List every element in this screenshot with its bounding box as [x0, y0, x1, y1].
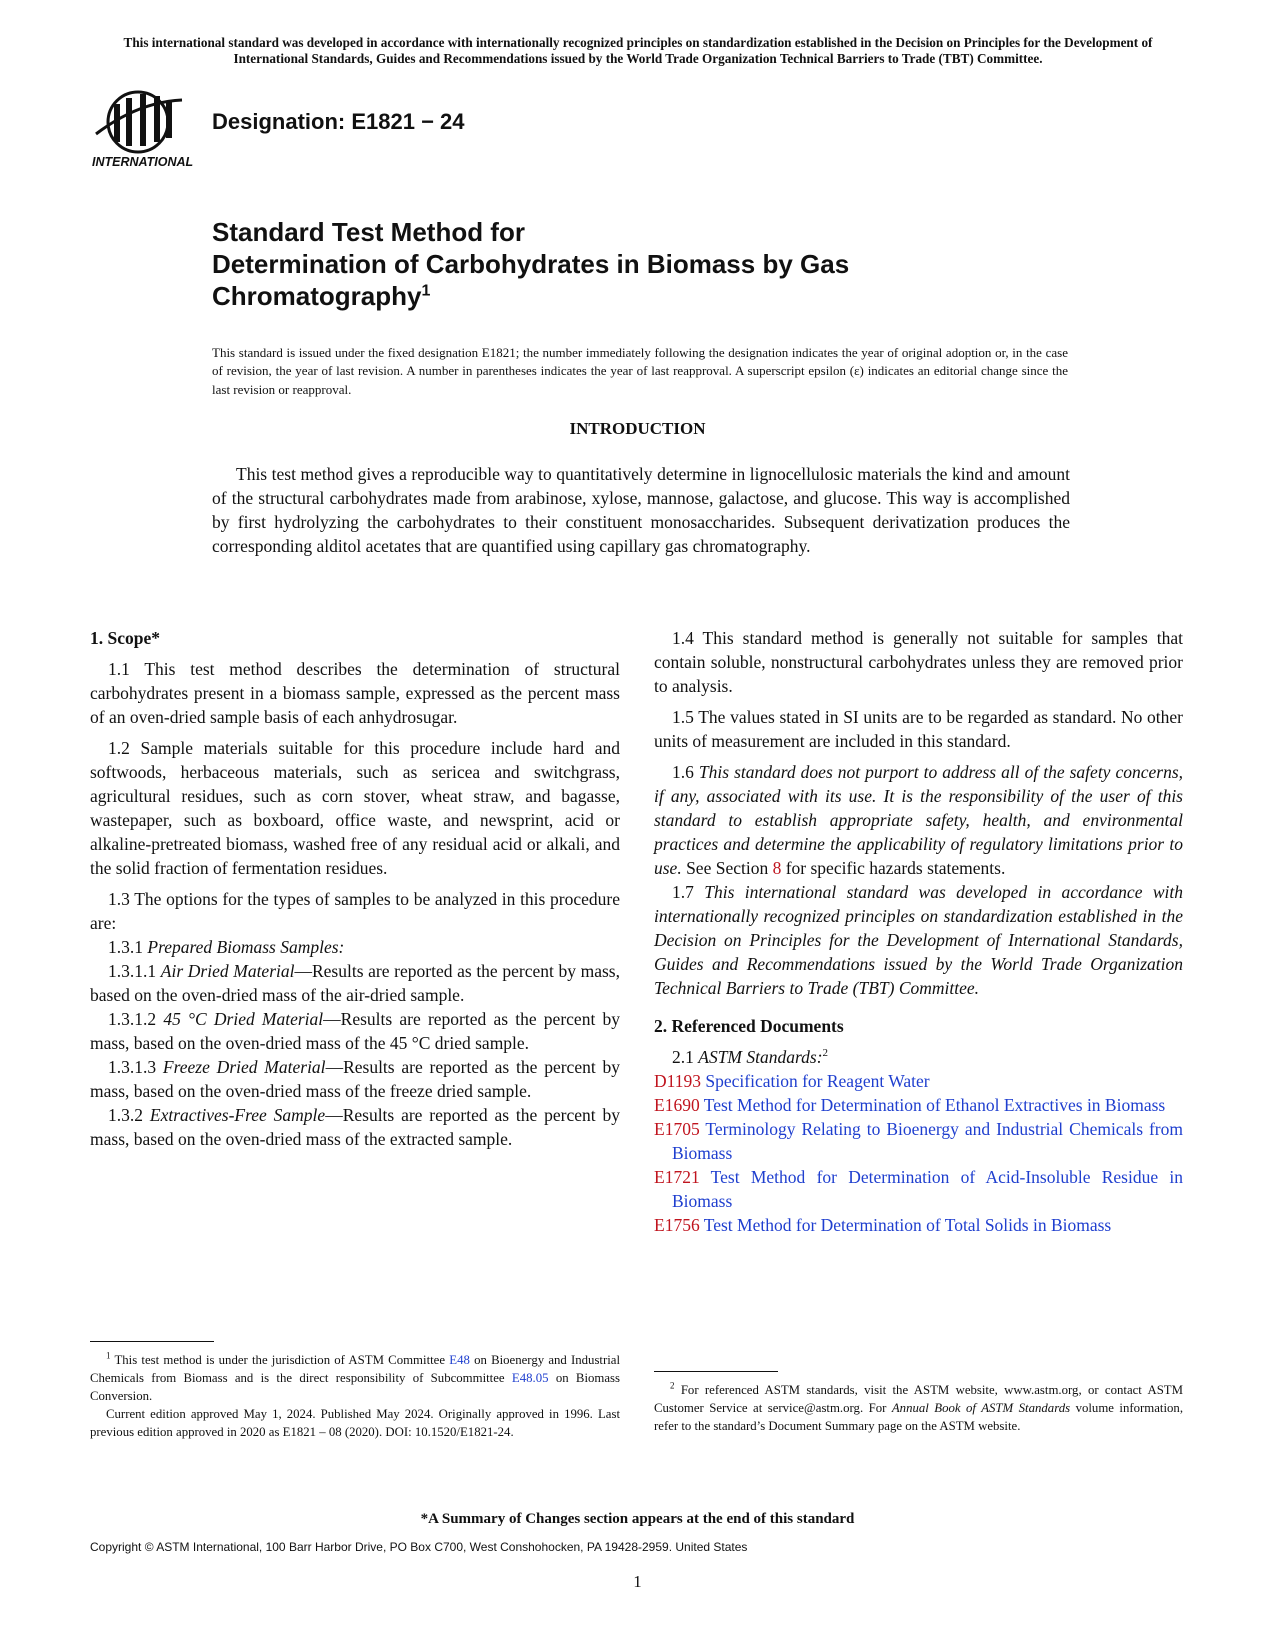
astm-logo-icon	[90, 82, 202, 178]
footnote-divider	[654, 1371, 778, 1372]
summary-of-changes-note: *A Summary of Changes section appears at the end of this standard	[420, 1511, 855, 1527]
reference-item[interactable]: E1756 Test Method for Determination of Total Solids in Biomass	[654, 1215, 1112, 1235]
paragraph-1-7: 1.7 This international standard was developed in accordance with internationally recognized principles on standardization established in the Decision on Principles for the Development of International Standards, Guides and Recommendations issued by the World Trade Organization Technical Barriers to Trade (TBT) Committee.	[654, 882, 1184, 998]
reference-list	[654, 1069, 1183, 1237]
introduction-heading: INTRODUCTION	[569, 419, 706, 438]
paragraph-1-2: 1.2 Sample materials suitable for this procedure include hard and softwoods, herbaceous materials, such as sericea and switchgrass, agricultural residues, such as corn stover, wheat straw, and bagasse, wastepaper, such as boxboard, office waste, and newsprint, acid or alkaline-pretreated biomass, washed free of any residual acid or alkali, and the solid fraction of fermentation residues.	[90, 738, 620, 878]
paragraph-1-4: 1.4 This standard method is generally not suitable for samples that contain soluble, nonstructural carbohydrates unless they are removed prior to analysis.	[654, 628, 1183, 696]
introduction-paragraph: This test method gives a reproducible way to quantitatively determine in lignocellulosic materials the kind and amount of the structural carbohydrates made from arabinose, xylose, mannose, galactose, and glucose. This way is accomplished by first hydrolyzing the carbohydrates to their constituent monosaccharides. Subsequent derivatization produces the corresponding alditol acetates that are quantified using capillary gas chromatography.	[212, 464, 1070, 556]
paragraph-1-3-1-3: 1.3.1.3 Freeze Dried Material—Results are reported as the percent by mass, based on the oven-dried mass of the freeze dried sample.	[90, 1057, 620, 1101]
title-line-1: Standard Test Method for	[212, 217, 525, 247]
footnote-2-mark[interactable]: 2	[822, 1047, 829, 1060]
title-line-3: Chromatography	[212, 281, 422, 311]
paragraph-1-1: 1.1 This test method describes the determination of structural carbohydrates present in a biomass sample, expressed as the percent mass of an oven-dried sample basis of each anhydrosugar.	[90, 659, 620, 727]
footnote-2	[654, 1381, 1183, 1435]
astm-logo-subtext: INTERNATIONAL	[92, 155, 194, 169]
introduction-body	[212, 462, 1070, 558]
left-column	[90, 626, 620, 1151]
footnote-1-text: $^1$ This test method is under the jurisdiction of ASTM Committee E48 on Bioenergy and Industrial Chemicals from Biomass and is the direct responsibility of Subcommittee E48.05 on Biomass Conversion.	[90, 1350, 621, 1403]
committee-e48-link[interactable]: E48	[449, 1353, 470, 1367]
section-8-link[interactable]: 8	[772, 858, 782, 878]
paragraph-1-3-1: 1.3.1 Prepared Biomass Samples:	[108, 937, 345, 957]
reference-item[interactable]: E1690 Test Method for Determination of Ethanol Extractives in Biomass	[654, 1095, 1166, 1115]
document-title	[212, 216, 849, 312]
reference-item[interactable]: E1721 Test Method for Determination of Acid-Insoluble Residue in Biomass	[654, 1167, 1183, 1211]
paragraph-1-3-1-1: 1.3.1.1 Air Dried Material—Results are reported as the percent by mass, based on the oven-dried mass of the air-dried sample.	[90, 961, 620, 1005]
reference-item[interactable]: E1705 Terminology Relating to Bioenergy and Industrial Chemicals from Biomass	[654, 1119, 1183, 1163]
footnote-divider	[90, 1341, 214, 1342]
subcommittee-link[interactable]: E48.05	[511, 1371, 549, 1385]
title-footnote-mark[interactable]: 1	[421, 282, 431, 300]
scope-heading: 1. Scope*	[90, 628, 160, 648]
paragraph-1-3-2: 1.3.2 Extractives-Free Sample—Results are reported as the percent by mass, based on the oven-dried mass of the extracted sample.	[90, 1105, 621, 1149]
designation: Designation: E1821 − 24	[212, 109, 465, 134]
referenced-documents-heading: 2. Referenced Documents	[654, 1016, 844, 1036]
paragraph-2-1: 2.1 ASTM Standards:$^2$	[672, 1047, 829, 1067]
issue-note: This standard is issued under the fixed designation E1821; the number immediately following the designation indicates the year of original adoption or, in the case of revision, the year of last revision. A number in parentheses indicates the year of last reapproval. A superscript epsilon (ε) indicates an editorial change since the last revision or reapproval.	[212, 345, 1068, 397]
footnote-1-edition: Current edition approved May 1, 2024. Published May 2024. Originally approved in 1996. Last previous edition approved in 2020 as E1821 – 08 (2020). DOI: 10.1520/E1821-24.	[90, 1407, 620, 1439]
reference-item[interactable]: D1193 Specification for Reagent Water	[654, 1071, 930, 1091]
paragraph-1-3-1-2: 1.3.1.2 45 °C Dried Material—Results are reported as the percent by mass, based on the oven-dried mass of the 45 °C dried sample.	[90, 1009, 621, 1053]
astm-logo	[90, 82, 202, 178]
top-notice: This international standard was developed in accordance with internationally recognized principles on standardization established in the Decision on Principles for the Development of International Standards, Guides and Recommendations issued by the World Trade Organization Technical Barriers to Trade (TBT) Committee.	[123, 35, 1153, 66]
paragraph-1-3: 1.3 The options for the types of samples to be analyzed in this procedure are:	[90, 889, 620, 933]
copyright: Copyright © ASTM International, 100 Barr Harbor Drive, PO Box C700, West Conshohocken, PA 19428-2959. United States	[90, 1540, 748, 1554]
footnote-2-text: $^2$ For referenced ASTM standards, visit the ASTM website, www.astm.org, or contact ASTM Customer Service at service@astm.org. For Annual Book of ASTM Standards volume information, refer to the standard’s Document Summary page on the ASTM website.	[654, 1380, 1184, 1433]
title-line-2: Determination of Carbohydrates in Biomass by Gas	[212, 249, 850, 279]
paragraph-1-5: 1.5 The values stated in SI units are to be regarded as standard. No other units of measurement are included in this standard.	[654, 707, 1183, 751]
page-number: 1	[633, 1572, 642, 1591]
paragraph-1-6: 1.6 This standard does not purport to address all of the safety concerns, if any, associated with its use. It is the responsibility of the user of this standard to establish appropriate safety, health, and environmental practices and determine the applicability of regulatory limitations prior to use. See Section 8 for specific hazards statements.	[654, 762, 1184, 878]
footnote-1	[90, 1351, 620, 1441]
right-column	[654, 626, 1183, 1237]
